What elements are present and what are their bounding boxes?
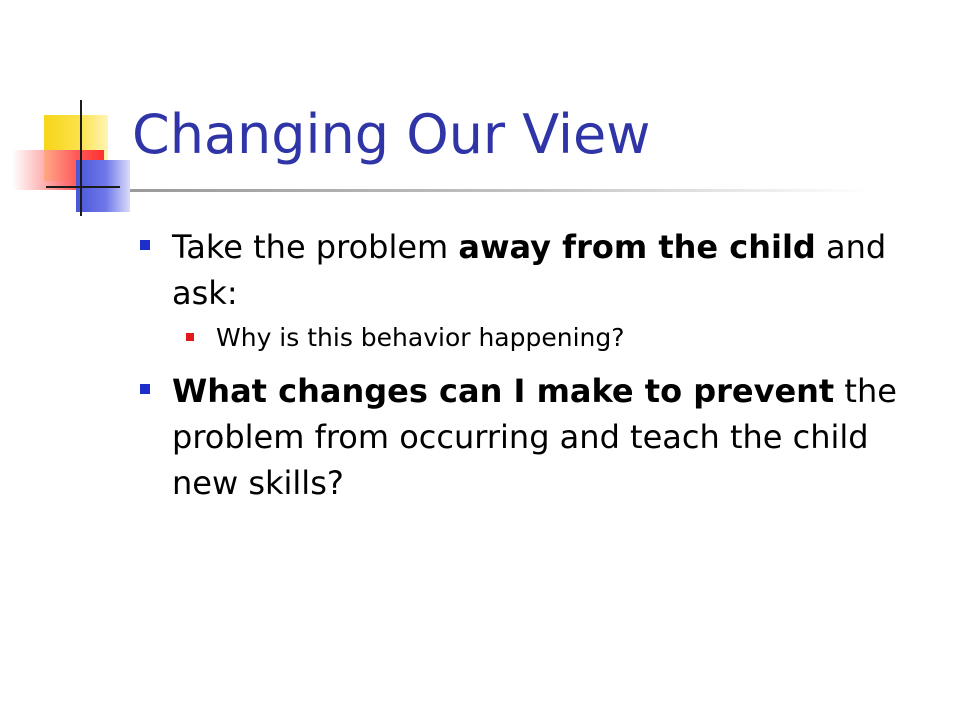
blue-square-bullet-icon bbox=[140, 384, 150, 394]
bullet-2-text bbox=[172, 372, 897, 502]
sub-bullet-item-1 bbox=[172, 318, 900, 358]
blue-square-bullet-icon bbox=[140, 240, 150, 250]
decorative-vertical-line bbox=[80, 100, 82, 216]
red-square-bullet-icon bbox=[186, 333, 194, 341]
bullet-item-1 bbox=[140, 224, 900, 358]
decorative-horizontal-line bbox=[46, 186, 120, 188]
title-underline-rule bbox=[130, 189, 870, 192]
bullet-1-segment-1: Take the problem bbox=[172, 228, 459, 266]
bullet-1-text bbox=[172, 228, 886, 312]
bullet-2-segment-2: the problem from occurring and teach the child new skills? bbox=[172, 372, 897, 502]
bullet-list bbox=[140, 224, 900, 514]
slide-title: Changing Our View bbox=[132, 103, 651, 166]
bullet-2-segment-1-bold: What changes can I make to prevent bbox=[172, 372, 835, 410]
sub-bullet-list bbox=[172, 318, 900, 358]
bullet-1-segment-3: and ask: bbox=[172, 228, 887, 312]
sub-bullet-1-text: Why is this behavior happening? bbox=[216, 323, 625, 352]
bullet-1-segment-2-bold: away from the child bbox=[458, 228, 816, 266]
bullet-item-2 bbox=[140, 368, 900, 506]
